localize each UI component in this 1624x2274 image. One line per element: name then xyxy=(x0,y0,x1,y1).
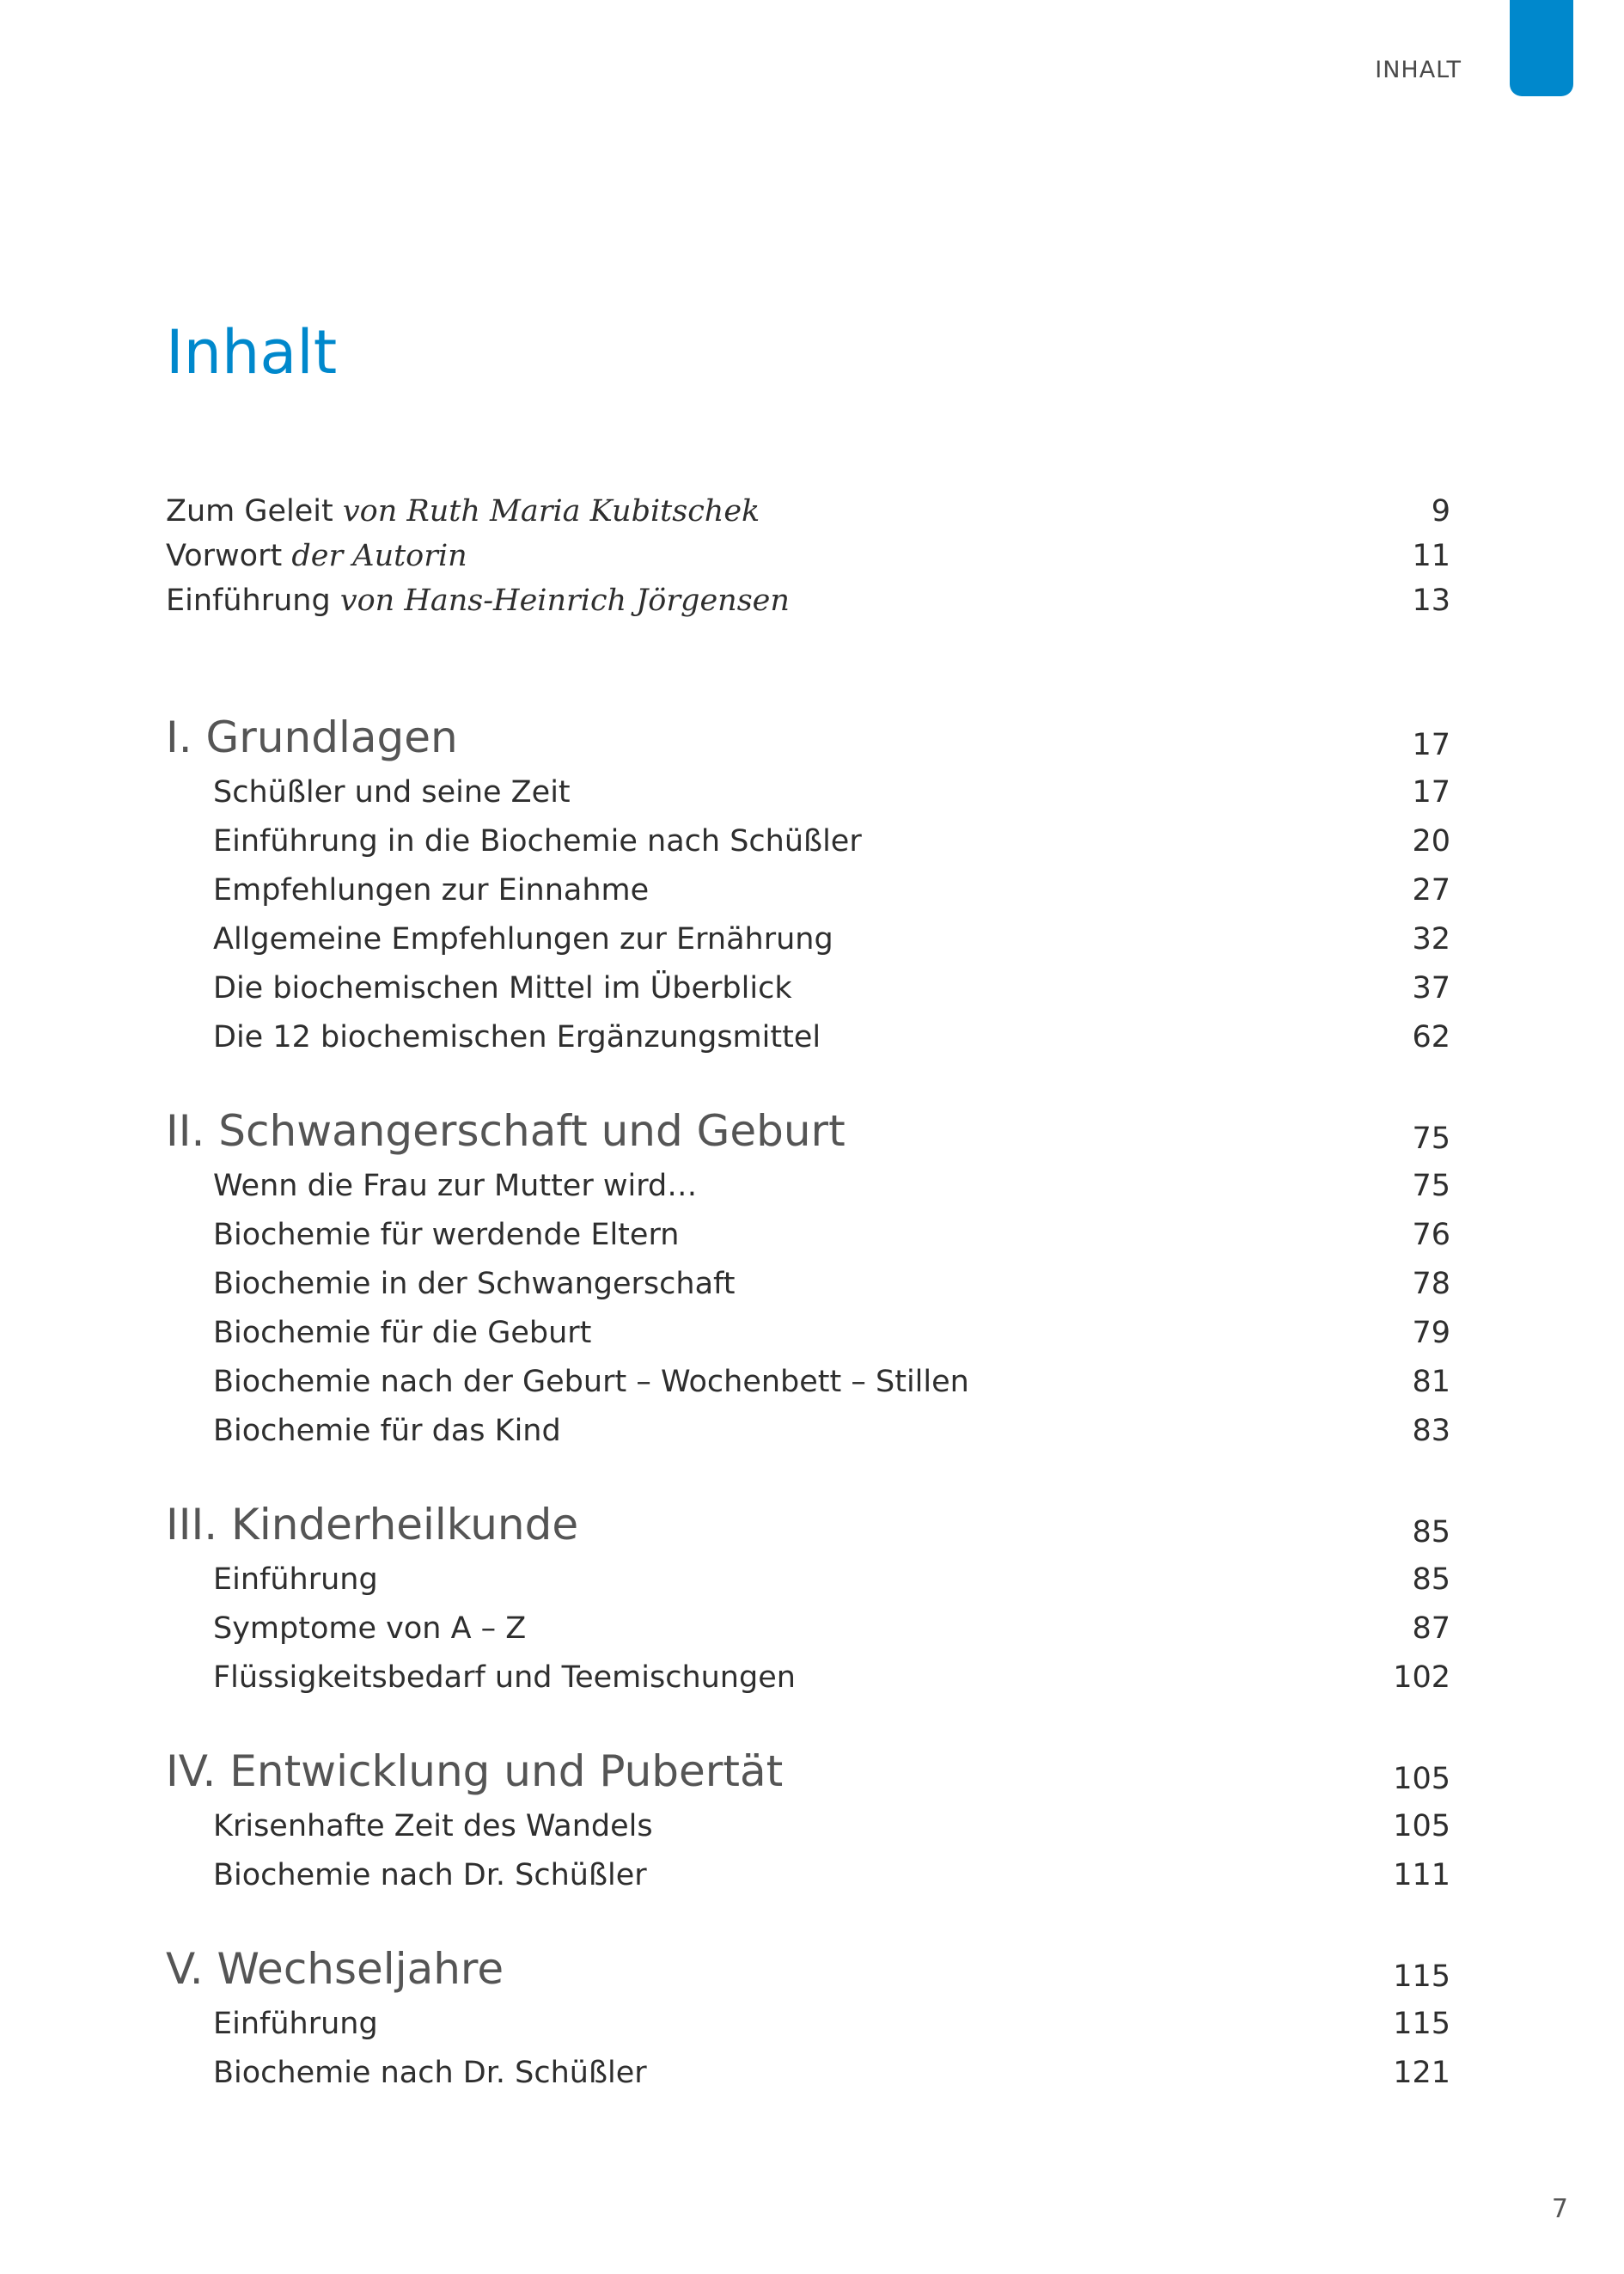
entry-title: Biochemie nach Dr. Schüßler xyxy=(213,2056,647,2090)
toc-entry[interactable] xyxy=(166,1660,1450,1709)
page-title: Inhalt xyxy=(166,317,338,388)
front-matter-title xyxy=(166,539,467,573)
toc-entry[interactable] xyxy=(166,1611,1450,1660)
chapter-title: IV. Entwicklung und Pubertät xyxy=(166,1746,784,1796)
entry-page: 102 xyxy=(1393,1660,1450,1695)
toc-entry[interactable] xyxy=(166,1218,1450,1267)
toc-entry[interactable] xyxy=(166,1858,1450,1907)
entry-title: Biochemie nach Dr. Schüßler xyxy=(213,1858,647,1892)
toc-entry[interactable] xyxy=(166,2007,1450,2056)
toc-entry[interactable] xyxy=(166,775,1450,824)
chapter-pubertaet xyxy=(166,1746,1450,1907)
front-matter-list xyxy=(166,494,1450,628)
entry-page: 75 xyxy=(1412,1169,1450,1203)
entry-title: Die 12 biochemischen Ergänzungsmittel xyxy=(213,1020,821,1054)
entry-title: Allgemeine Empfehlungen zur Ernährung xyxy=(213,922,833,957)
chapter-page: 105 xyxy=(1393,1762,1450,1796)
entry-page: 20 xyxy=(1412,824,1450,859)
entry-title: Schüßler und seine Zeit xyxy=(213,775,571,810)
front-matter-entry[interactable] xyxy=(166,494,1450,539)
chapter-kinderheilkunde xyxy=(166,1500,1450,1709)
entry-page: 111 xyxy=(1393,1858,1450,1892)
entry-page: 85 xyxy=(1412,1562,1450,1597)
front-matter-title xyxy=(166,494,760,529)
entry-page: 32 xyxy=(1412,922,1450,957)
chapter-title: III. Kinderheilkunde xyxy=(166,1500,579,1550)
chapter-grundlagen xyxy=(166,712,1450,1069)
toc-entry[interactable] xyxy=(166,922,1450,971)
entry-label: Vorwort xyxy=(166,539,283,573)
entry-title: Wenn die Frau zur Mutter wird… xyxy=(213,1169,698,1203)
entry-page: 13 xyxy=(1412,584,1450,618)
chapter-tab-marker xyxy=(1510,0,1573,96)
entry-title: Empfehlungen zur Einnahme xyxy=(213,873,650,908)
toc-entry[interactable] xyxy=(166,873,1450,922)
entry-title: Biochemie für das Kind xyxy=(213,1414,561,1448)
chapter-page: 85 xyxy=(1412,1515,1450,1550)
entry-page: 37 xyxy=(1412,971,1450,1006)
entry-page: 9 xyxy=(1431,494,1450,529)
entry-page: 27 xyxy=(1412,873,1450,908)
toc-entry[interactable] xyxy=(166,1414,1450,1463)
toc-entry[interactable] xyxy=(166,971,1450,1020)
chapter-title: I. Grundlagen xyxy=(166,712,458,762)
toc-entry[interactable] xyxy=(166,1809,1450,1858)
toc-entry[interactable] xyxy=(166,824,1450,873)
entry-title: Biochemie für die Geburt xyxy=(213,1316,592,1350)
running-header: INHALT xyxy=(1375,57,1462,83)
entry-label: Zum Geleit xyxy=(166,494,333,529)
entry-page: 62 xyxy=(1412,1020,1450,1054)
chapter-heading[interactable] xyxy=(166,1944,1450,2007)
front-matter-title xyxy=(166,584,790,618)
entry-author: von Ruth Maria Kubitschek xyxy=(342,494,760,529)
toc-entry[interactable] xyxy=(166,1365,1450,1414)
chapter-heading[interactable] xyxy=(166,1500,1450,1562)
entry-author: der Autorin xyxy=(291,539,467,573)
chapter-title: V. Wechseljahre xyxy=(166,1944,504,1994)
page-number: 7 xyxy=(1551,2194,1568,2224)
front-matter-entry[interactable] xyxy=(166,584,1450,628)
entry-page: 17 xyxy=(1412,775,1450,810)
entry-page: 79 xyxy=(1412,1316,1450,1350)
toc-entry[interactable] xyxy=(166,1020,1450,1069)
entry-page: 76 xyxy=(1412,1218,1450,1252)
entry-title: Symptome von A – Z xyxy=(213,1611,527,1646)
entry-page: 81 xyxy=(1412,1365,1450,1399)
chapter-heading[interactable] xyxy=(166,712,1450,775)
toc-entry[interactable] xyxy=(166,1169,1450,1218)
front-matter-entry[interactable] xyxy=(166,539,1450,584)
entry-title: Einführung xyxy=(213,2007,378,2041)
chapter-page: 17 xyxy=(1412,728,1450,762)
entry-page: 87 xyxy=(1412,1611,1450,1646)
chapter-wechseljahre xyxy=(166,1944,1450,2105)
entry-page: 115 xyxy=(1393,2007,1450,2041)
toc-entry[interactable] xyxy=(166,1562,1450,1611)
entry-title: Einführung xyxy=(213,1562,378,1597)
entry-title: Einführung in die Biochemie nach Schüßler xyxy=(213,824,862,859)
entry-title: Krisenhafte Zeit des Wandels xyxy=(213,1809,653,1843)
entry-page: 78 xyxy=(1412,1267,1450,1301)
entry-title: Biochemie für werdende Eltern xyxy=(213,1218,680,1252)
chapter-heading[interactable] xyxy=(166,1106,1450,1169)
entry-title: Die biochemischen Mittel im Überblick xyxy=(213,971,792,1006)
entry-title: Biochemie nach der Geburt – Wochenbett – Stillen xyxy=(213,1365,969,1399)
entry-page: 83 xyxy=(1412,1414,1450,1448)
chapter-title: II. Schwangerschaft und Geburt xyxy=(166,1106,846,1156)
entry-title: Flüssigkeitsbedarf und Teemischungen xyxy=(213,1660,796,1695)
chapter-page: 75 xyxy=(1412,1122,1450,1156)
entry-page: 105 xyxy=(1393,1809,1450,1843)
entry-page: 11 xyxy=(1412,539,1450,573)
entry-title: Biochemie in der Schwangerschaft xyxy=(213,1267,736,1301)
toc-entry[interactable] xyxy=(166,2056,1450,2105)
entry-author: von Hans-Heinrich Jörgensen xyxy=(339,584,790,618)
table-of-contents xyxy=(166,494,1450,2142)
toc-entry[interactable] xyxy=(166,1267,1450,1316)
chapter-heading[interactable] xyxy=(166,1746,1450,1809)
toc-entry[interactable] xyxy=(166,1316,1450,1365)
entry-label: Einführung xyxy=(166,584,331,618)
chapter-schwangerschaft xyxy=(166,1106,1450,1463)
chapter-page: 115 xyxy=(1393,1959,1450,1994)
entry-page: 121 xyxy=(1393,2056,1450,2090)
